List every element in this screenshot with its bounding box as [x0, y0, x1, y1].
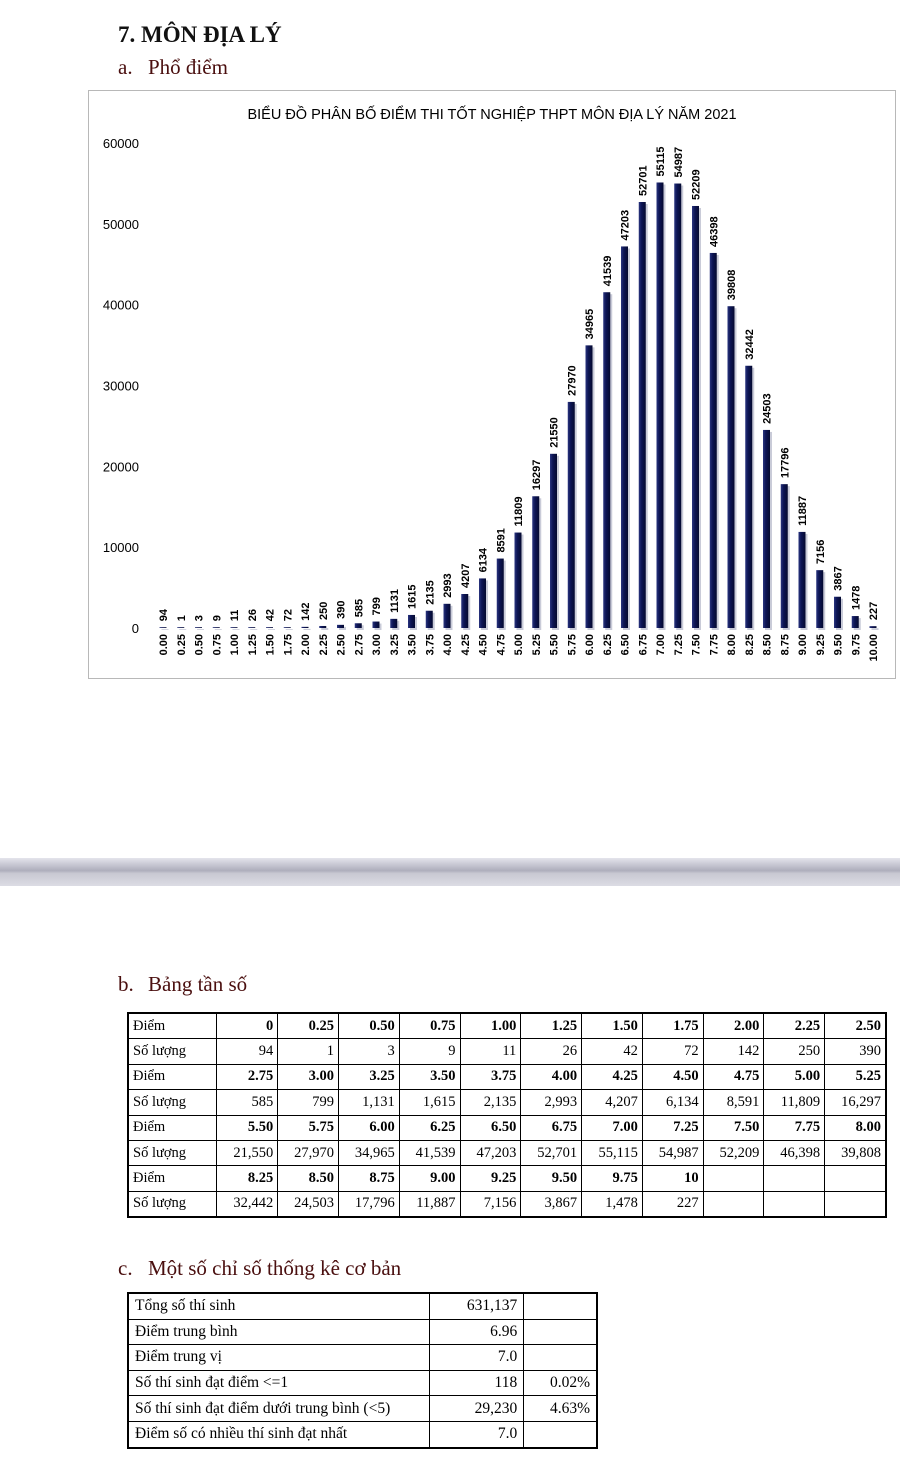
bar-data-label: 6134	[477, 547, 490, 573]
count-cell: 39,808	[825, 1140, 886, 1165]
count-cell: 2,135	[460, 1090, 521, 1115]
bar	[266, 627, 273, 628]
y-tick-label: 60000	[102, 136, 139, 151]
x-tick-label: 8.25	[743, 634, 756, 656]
bar	[160, 627, 167, 628]
x-tick-label: 7.75	[708, 634, 721, 656]
x-tick-label: 7.50	[690, 634, 703, 656]
points-cell: 3.00	[278, 1064, 339, 1089]
bar-data-label: 24503	[761, 393, 774, 424]
count-cell: 47,203	[460, 1140, 521, 1165]
count-cell: 24,503	[278, 1191, 339, 1217]
count-cell: 2,993	[521, 1090, 582, 1115]
bar	[603, 292, 610, 628]
bar-data-label: 54987	[672, 146, 685, 178]
bar-data-label: 41539	[601, 255, 614, 287]
count-row	[128, 1191, 886, 1217]
bar-shadow	[872, 628, 879, 630]
x-tick-label: 10.00	[868, 634, 880, 662]
x-tick-label: 3.00	[371, 634, 383, 656]
count-row	[128, 1039, 886, 1064]
x-tick-label: 8.75	[779, 634, 792, 656]
bar-data-label: 250	[317, 601, 330, 620]
points-cell: 7.50	[703, 1115, 764, 1140]
bar-shadow	[179, 629, 186, 630]
x-tick-label: 5.50	[548, 634, 561, 656]
bar-data-label: 7156	[814, 539, 827, 565]
x-tick-label: 2.25	[317, 634, 330, 656]
stat-percent	[524, 1345, 597, 1371]
count-cell: 17,796	[339, 1191, 400, 1217]
subheading-text: Bảng tần số	[148, 972, 248, 996]
x-tick-label: 3.75	[424, 634, 437, 656]
bar	[248, 627, 255, 628]
bar-shadow	[250, 629, 257, 630]
count-cell: 55,115	[582, 1140, 643, 1165]
stat-row	[128, 1293, 597, 1319]
bar	[426, 611, 433, 628]
count-cell: 52,701	[521, 1140, 582, 1165]
stat-percent	[524, 1421, 597, 1447]
bar-shadow	[233, 629, 240, 630]
bar	[834, 597, 841, 628]
points-cell	[764, 1166, 825, 1191]
points-cell: 3.25	[339, 1064, 400, 1089]
bar-data-label: 55115	[655, 146, 667, 177]
row-label: Số lượng	[128, 1090, 217, 1115]
bar-data-label: 47203	[619, 209, 632, 241]
stat-label: Tổng số thí sinh	[128, 1293, 429, 1319]
bar	[497, 559, 504, 628]
row-label: Số lượng	[128, 1140, 217, 1165]
bar-data-label: 390	[335, 600, 348, 619]
x-tick-label: 9.75	[850, 634, 863, 656]
bar	[781, 484, 788, 628]
x-tick-label: 2.00	[300, 634, 312, 656]
bar-shadow	[215, 629, 222, 630]
count-row	[128, 1090, 886, 1115]
x-tick-label: 5.25	[530, 634, 543, 656]
count-cell: 250	[764, 1039, 825, 1064]
bar-data-label: 34965	[584, 308, 596, 340]
bar-data-label: 27970	[566, 365, 579, 396]
bar-data-label: 46398	[708, 216, 721, 247]
points-cell: 4.25	[582, 1064, 643, 1089]
x-tick-label: 0.25	[175, 634, 188, 656]
x-tick-label: 1.50	[264, 634, 277, 656]
subheading-letter: c.	[118, 1256, 133, 1280]
count-cell: 34,965	[339, 1140, 400, 1165]
bar	[568, 402, 575, 628]
subheading-statistics	[118, 1256, 401, 1281]
stat-percent: 4.63%	[524, 1396, 597, 1422]
subheading-spectrum	[118, 55, 228, 80]
subheading-text: Phổ điểm	[148, 55, 228, 79]
bar	[621, 246, 628, 628]
y-tick-label: 0	[131, 621, 139, 636]
bar	[515, 533, 522, 628]
y-tick-label: 30000	[102, 378, 139, 394]
bar	[231, 627, 238, 628]
chart-canvas	[89, 91, 895, 678]
stat-row	[128, 1421, 597, 1447]
count-cell: 7,156	[460, 1191, 521, 1217]
bar	[319, 626, 326, 628]
points-cell: 9.50	[521, 1166, 582, 1191]
bar	[373, 622, 380, 628]
count-cell: 52,209	[703, 1140, 764, 1165]
count-cell: 585	[217, 1090, 278, 1115]
points-row	[128, 1166, 886, 1191]
points-cell: 2.25	[764, 1013, 825, 1039]
count-cell: 94	[217, 1039, 278, 1064]
bar	[763, 430, 770, 628]
bar	[461, 594, 468, 628]
statistics-table	[127, 1292, 598, 1449]
x-tick-label: 0.75	[211, 634, 224, 656]
x-tick-label: 4.00	[442, 634, 454, 656]
count-cell	[703, 1191, 764, 1217]
count-cell: 46,398	[764, 1140, 825, 1165]
count-cell: 11	[460, 1039, 521, 1064]
x-tick-label: 4.25	[459, 634, 472, 656]
points-cell: 0	[217, 1013, 278, 1039]
bar-shadow	[197, 629, 204, 630]
x-tick-label: 5.00	[513, 634, 525, 656]
bar	[745, 366, 752, 628]
bar-data-label: 4207	[459, 563, 472, 588]
count-cell: 3,867	[521, 1191, 582, 1217]
bar-data-label: 26	[246, 608, 259, 622]
bar-data-label: 3867	[832, 566, 845, 591]
count-cell: 227	[642, 1191, 703, 1217]
count-cell	[764, 1191, 825, 1217]
bar	[302, 627, 309, 628]
x-tick-label: 9.00	[797, 634, 809, 656]
count-cell: 21,550	[217, 1140, 278, 1165]
points-cell: 6.25	[399, 1115, 460, 1140]
points-cell: 6.50	[460, 1115, 521, 1140]
points-cell	[825, 1166, 886, 1191]
page-divider	[0, 858, 900, 886]
bar-shadow	[162, 629, 169, 630]
count-cell: 42	[582, 1039, 643, 1064]
count-cell: 9	[399, 1039, 460, 1064]
x-tick-label: 1.75	[282, 634, 295, 656]
x-tick-label: 4.50	[477, 634, 490, 656]
bar	[390, 619, 397, 628]
row-label: Điểm	[128, 1166, 217, 1191]
bar-data-label: 17796	[779, 447, 792, 479]
points-cell: 9.25	[460, 1166, 521, 1191]
x-tick-label: 0.00	[158, 634, 170, 656]
count-cell: 26	[521, 1039, 582, 1064]
x-tick-label: 5.75	[566, 634, 579, 656]
x-tick-label: 1.25	[246, 634, 259, 656]
row-label: Điểm	[128, 1013, 217, 1039]
count-cell: 27,970	[278, 1140, 339, 1165]
count-cell: 41,539	[399, 1140, 460, 1165]
stat-percent	[524, 1293, 597, 1319]
section-title: 7. MÔN ĐỊA LÝ	[118, 22, 282, 47]
points-cell: 8.25	[217, 1166, 278, 1191]
bar	[213, 627, 220, 628]
x-tick-label: 8.50	[761, 634, 774, 656]
stat-label: Số thí sinh đạt điểm <=1	[128, 1370, 429, 1396]
stat-value: 118	[429, 1370, 524, 1396]
stat-percent	[524, 1319, 597, 1345]
stat-label: Số thí sinh đạt điểm dưới trung bình (<5)	[128, 1396, 429, 1422]
row-label: Số lượng	[128, 1039, 217, 1064]
bar	[639, 202, 646, 628]
count-cell: 4,207	[582, 1090, 643, 1115]
bar	[674, 184, 681, 628]
bar	[816, 570, 823, 628]
points-cell: 2.50	[825, 1013, 886, 1039]
points-cell: 3.50	[399, 1064, 460, 1089]
stat-value: 7.0	[429, 1345, 524, 1371]
points-cell: 1.00	[460, 1013, 521, 1039]
points-cell: 1.50	[582, 1013, 643, 1039]
points-row	[128, 1115, 886, 1140]
bar-data-label: 2993	[442, 573, 454, 598]
stat-row	[128, 1345, 597, 1371]
points-cell: 8.50	[278, 1166, 339, 1191]
bar-shadow	[268, 629, 275, 630]
bar	[550, 454, 557, 628]
points-cell: 0.25	[278, 1013, 339, 1039]
bar	[284, 627, 291, 628]
bar-data-label: 1131	[388, 588, 401, 613]
y-tick-label: 10000	[102, 540, 139, 556]
bar-data-label: 2135	[424, 580, 437, 605]
bar-data-label: 42	[264, 608, 277, 622]
points-cell: 7.75	[764, 1115, 825, 1140]
points-cell: 5.25	[825, 1064, 886, 1089]
points-cell: 5.50	[217, 1115, 278, 1140]
points-cell: 10	[642, 1166, 703, 1191]
count-cell: 142	[703, 1039, 764, 1064]
stat-value: 6.96	[429, 1319, 524, 1345]
stat-label: Điểm trung bình	[128, 1319, 429, 1345]
bar-data-label: 11887	[797, 495, 809, 526]
bar	[710, 253, 717, 628]
stat-row	[128, 1319, 597, 1345]
bar-data-label: 1478	[850, 585, 863, 611]
points-cell: 3.75	[460, 1064, 521, 1089]
bar-data-label: 227	[868, 601, 880, 621]
points-cell: 1.75	[642, 1013, 703, 1039]
points-cell: 9.75	[582, 1166, 643, 1191]
count-cell: 1,131	[339, 1090, 400, 1115]
stat-value: 631,137	[429, 1293, 524, 1319]
x-tick-label: 4.75	[495, 634, 508, 656]
bar	[532, 496, 539, 628]
bar-data-label: 16297	[530, 459, 543, 491]
subheading-frequency	[118, 972, 247, 997]
count-cell: 390	[825, 1039, 886, 1064]
x-tick-label: 6.50	[619, 634, 632, 656]
points-cell: 0.50	[339, 1013, 400, 1039]
row-label: Điểm	[128, 1064, 217, 1089]
count-cell: 799	[278, 1090, 339, 1115]
count-cell: 1,478	[582, 1191, 643, 1217]
count-cell	[825, 1191, 886, 1217]
x-tick-label: 2.75	[353, 634, 366, 656]
points-cell: 8.75	[339, 1166, 400, 1191]
x-tick-label: 2.50	[335, 634, 348, 656]
x-tick-label: 7.25	[672, 634, 685, 656]
points-cell: 7.00	[582, 1115, 643, 1140]
bar-data-label: 39808	[726, 269, 738, 301]
bar-data-label: 94	[158, 608, 170, 622]
count-cell: 72	[642, 1039, 703, 1064]
count-cell: 16,297	[825, 1090, 886, 1115]
points-cell: 6.00	[339, 1115, 400, 1140]
points-cell	[703, 1166, 764, 1191]
bar	[870, 626, 877, 628]
bar-data-label: 32442	[743, 329, 756, 360]
stat-percent: 0.02%	[524, 1370, 597, 1396]
chart-title: BIỂU ĐỒ PHÂN BỐ ĐIỂM THI TỐT NGHIỆP THPT MÔN ĐỊA LÝ NĂM 2021	[247, 107, 737, 123]
points-cell: 0.75	[399, 1013, 460, 1039]
bar	[852, 616, 859, 628]
count-row	[128, 1140, 886, 1165]
y-tick-label: 40000	[102, 297, 139, 313]
subheading-letter: b.	[118, 972, 134, 996]
count-cell: 1	[278, 1039, 339, 1064]
count-cell: 3	[339, 1039, 400, 1064]
subheading-text: Một số chỉ số thống kê cơ bản	[148, 1256, 402, 1280]
stat-label: Điểm trung vị	[128, 1345, 429, 1371]
row-label: Điểm	[128, 1115, 217, 1140]
score-distribution-chart	[88, 90, 896, 679]
bar-shadow	[286, 629, 293, 630]
bar-data-label: 21550	[548, 417, 561, 448]
points-cell: 6.75	[521, 1115, 582, 1140]
bar-data-label: 585	[353, 598, 366, 618]
bar-data-label: 142	[300, 602, 312, 621]
bar-data-label: 1615	[406, 584, 419, 609]
bar-data-label: 8591	[495, 528, 508, 553]
stat-row	[128, 1370, 597, 1396]
x-tick-label: 8.00	[726, 634, 738, 656]
bar	[444, 604, 451, 628]
bar-data-label: 1	[175, 615, 188, 622]
bar	[479, 578, 486, 628]
bar-data-label: 52209	[690, 169, 703, 200]
x-tick-label: 9.25	[814, 634, 827, 656]
bar	[408, 615, 415, 628]
points-row	[128, 1013, 886, 1039]
bar	[195, 627, 202, 628]
bar	[337, 625, 344, 628]
stat-value: 29,230	[429, 1396, 524, 1422]
count-cell: 1,615	[399, 1090, 460, 1115]
count-cell: 8,591	[703, 1090, 764, 1115]
bar-data-label: 52701	[637, 165, 650, 197]
x-tick-label: 6.25	[601, 634, 614, 656]
count-cell: 11,809	[764, 1090, 825, 1115]
x-tick-label: 9.50	[832, 634, 845, 656]
y-tick-label: 50000	[102, 216, 139, 232]
points-cell: 7.25	[642, 1115, 703, 1140]
x-tick-label: 7.00	[655, 634, 667, 656]
bar-data-label: 3	[193, 615, 206, 622]
bar-data-label: 11	[229, 609, 241, 622]
bar-data-label: 72	[282, 608, 295, 622]
row-label: Số lượng	[128, 1191, 217, 1217]
bar	[355, 623, 362, 628]
bar-data-label: 799	[371, 597, 383, 616]
bar-shadow	[304, 629, 311, 630]
y-tick-label: 20000	[102, 459, 139, 475]
bar	[692, 206, 699, 628]
subheading-letter: a.	[118, 55, 133, 79]
x-tick-label: 6.75	[637, 634, 650, 656]
stat-row	[128, 1396, 597, 1422]
count-cell: 11,887	[399, 1191, 460, 1217]
points-cell: 2.00	[703, 1013, 764, 1039]
points-cell: 2.75	[217, 1064, 278, 1089]
x-tick-label: 6.00	[584, 634, 596, 656]
bar-data-label: 11809	[513, 496, 525, 527]
points-cell: 4.75	[703, 1064, 764, 1089]
x-tick-label: 3.25	[388, 634, 401, 656]
bar	[177, 627, 184, 628]
x-tick-label: 0.50	[193, 634, 206, 656]
stat-value: 7.0	[429, 1421, 524, 1447]
bar	[586, 345, 593, 628]
count-cell: 54,987	[642, 1140, 703, 1165]
x-tick-label: 3.50	[406, 634, 419, 656]
count-cell: 32,442	[217, 1191, 278, 1217]
points-cell: 4.50	[642, 1064, 703, 1089]
points-cell: 5.75	[278, 1115, 339, 1140]
frequency-table	[127, 1012, 887, 1218]
points-cell: 8.00	[825, 1115, 886, 1140]
bar-shadow	[321, 628, 328, 630]
count-cell: 6,134	[642, 1090, 703, 1115]
bar	[657, 182, 664, 628]
bar	[799, 532, 806, 628]
points-cell: 5.00	[764, 1064, 825, 1089]
points-cell: 4.00	[521, 1064, 582, 1089]
bar-data-label: 9	[211, 615, 224, 622]
points-cell: 9.00	[399, 1166, 460, 1191]
stat-label: Điểm số có nhiều thí sinh đạt nhất	[128, 1421, 429, 1447]
points-cell: 1.25	[521, 1013, 582, 1039]
bar	[728, 306, 735, 628]
points-row	[128, 1064, 886, 1089]
x-tick-label: 1.00	[229, 634, 241, 656]
